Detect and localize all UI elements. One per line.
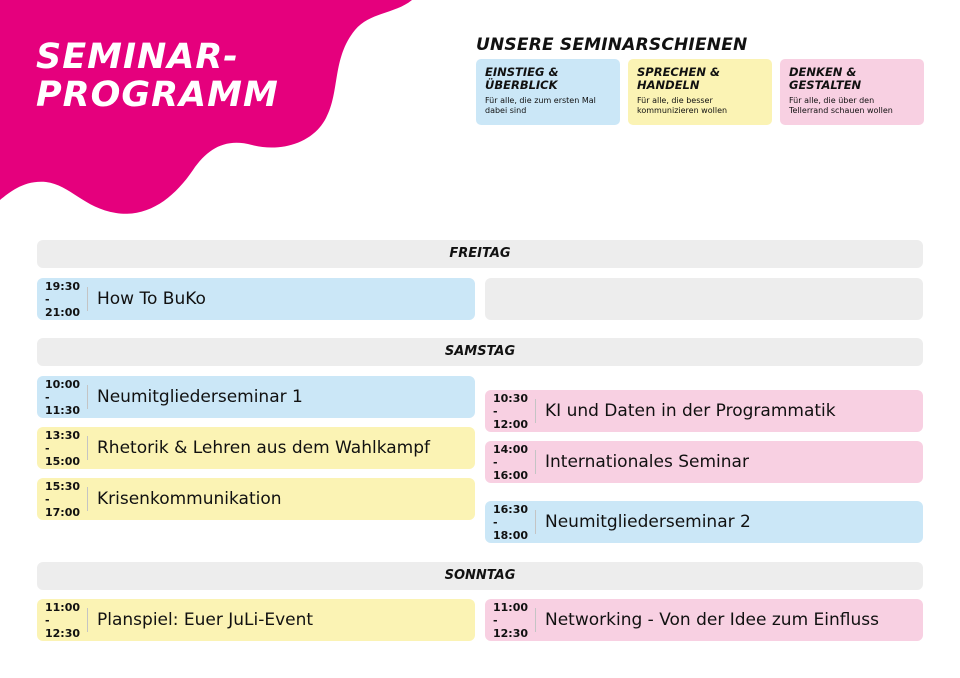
session-title: Internationales Seminar	[545, 452, 749, 472]
session-time	[485, 443, 535, 482]
track-name-line1: DENKEN &	[789, 65, 857, 79]
day-header-freitag: FREITAG	[37, 240, 923, 268]
track-desc-line1: Für alle, die besser	[637, 96, 713, 105]
session-end: 16:00	[493, 468, 529, 482]
page-title-line1: SEMINAR-	[36, 37, 239, 77]
track-desc-line2: kommunizieren wollen	[637, 106, 728, 115]
session-end: 11:30	[45, 403, 81, 417]
track-name	[789, 66, 915, 92]
session-start: 13:30 -	[45, 428, 81, 455]
session-time	[485, 601, 535, 640]
session-start: 10:00 -	[45, 377, 81, 404]
session-start: 11:00 -	[45, 600, 81, 627]
track-card-denken	[780, 59, 924, 125]
session-card[interactable]	[37, 427, 475, 469]
session-title: Neumitgliederseminar 1	[97, 387, 303, 407]
session-title: How To BuKo	[97, 289, 206, 309]
session-title: Planspiel: Euer JuLi-Event	[97, 610, 314, 630]
track-desc-line2: dabei sind	[485, 106, 527, 115]
session-time	[37, 429, 87, 468]
session-end: 17:00	[45, 505, 81, 519]
session-card[interactable]	[37, 478, 475, 520]
session-start: 19:30 -	[45, 279, 81, 306]
session-time	[37, 601, 87, 640]
day-header-samstag: SAMSTAG	[37, 338, 923, 366]
session-card[interactable]	[485, 599, 923, 641]
track-card-einstieg	[476, 59, 620, 125]
session-card[interactable]	[37, 278, 475, 320]
session-card[interactable]	[485, 441, 923, 483]
session-card[interactable]	[485, 390, 923, 432]
track-name-line1: EINSTIEG &	[485, 65, 559, 79]
track-description	[637, 96, 763, 116]
track-name	[637, 66, 763, 92]
session-end: 21:00	[45, 305, 81, 319]
track-name-line2: ÜBERBLICK	[485, 78, 558, 92]
session-start: 11:00 -	[493, 600, 529, 627]
session-time	[485, 392, 535, 431]
session-card[interactable]	[485, 501, 923, 543]
session-empty-slot	[485, 278, 923, 320]
track-description	[789, 96, 915, 116]
track-desc-line1: Für alle, die zum ersten Mal	[485, 96, 596, 105]
day-header-sonntag: SONNTAG	[37, 562, 923, 590]
session-card[interactable]	[37, 376, 475, 418]
track-card-sprechen	[628, 59, 772, 125]
session-start: 10:30 -	[493, 391, 529, 418]
session-time	[37, 378, 87, 417]
session-title: KI und Daten in der Programmatik	[545, 401, 836, 421]
track-name	[485, 66, 611, 92]
tracks-heading: UNSERE SEMINARSCHIENEN	[476, 35, 748, 55]
session-start: 14:00 -	[493, 442, 529, 469]
session-end: 18:00	[493, 528, 529, 542]
session-end: 12:00	[493, 417, 529, 431]
page-title-line2: PROGRAMM	[36, 75, 279, 115]
page-title	[36, 38, 279, 114]
session-title: Krisenkommunikation	[97, 489, 282, 509]
session-time	[37, 480, 87, 519]
session-time	[37, 280, 87, 319]
session-title: Networking - Von der Idee zum Einfluss	[545, 610, 879, 630]
session-start: 16:30 -	[493, 502, 529, 529]
session-end: 12:30	[45, 626, 81, 640]
track-name-line2: GESTALTEN	[789, 78, 862, 92]
session-end: 15:00	[45, 454, 81, 468]
track-desc-line2: Tellerrand schauen wollen	[789, 106, 893, 115]
session-title: Neumitgliederseminar 2	[545, 512, 751, 532]
session-end: 12:30	[493, 626, 529, 640]
session-card[interactable]	[37, 599, 475, 641]
track-description	[485, 96, 611, 116]
track-name-line2: HANDELN	[637, 78, 700, 92]
session-title: Rhetorik & Lehren aus dem Wahlkampf	[97, 438, 430, 458]
session-time	[485, 503, 535, 542]
track-desc-line1: Für alle, die über den	[789, 96, 875, 105]
session-start: 15:30 -	[45, 479, 81, 506]
track-name-line1: SPRECHEN &	[637, 65, 720, 79]
